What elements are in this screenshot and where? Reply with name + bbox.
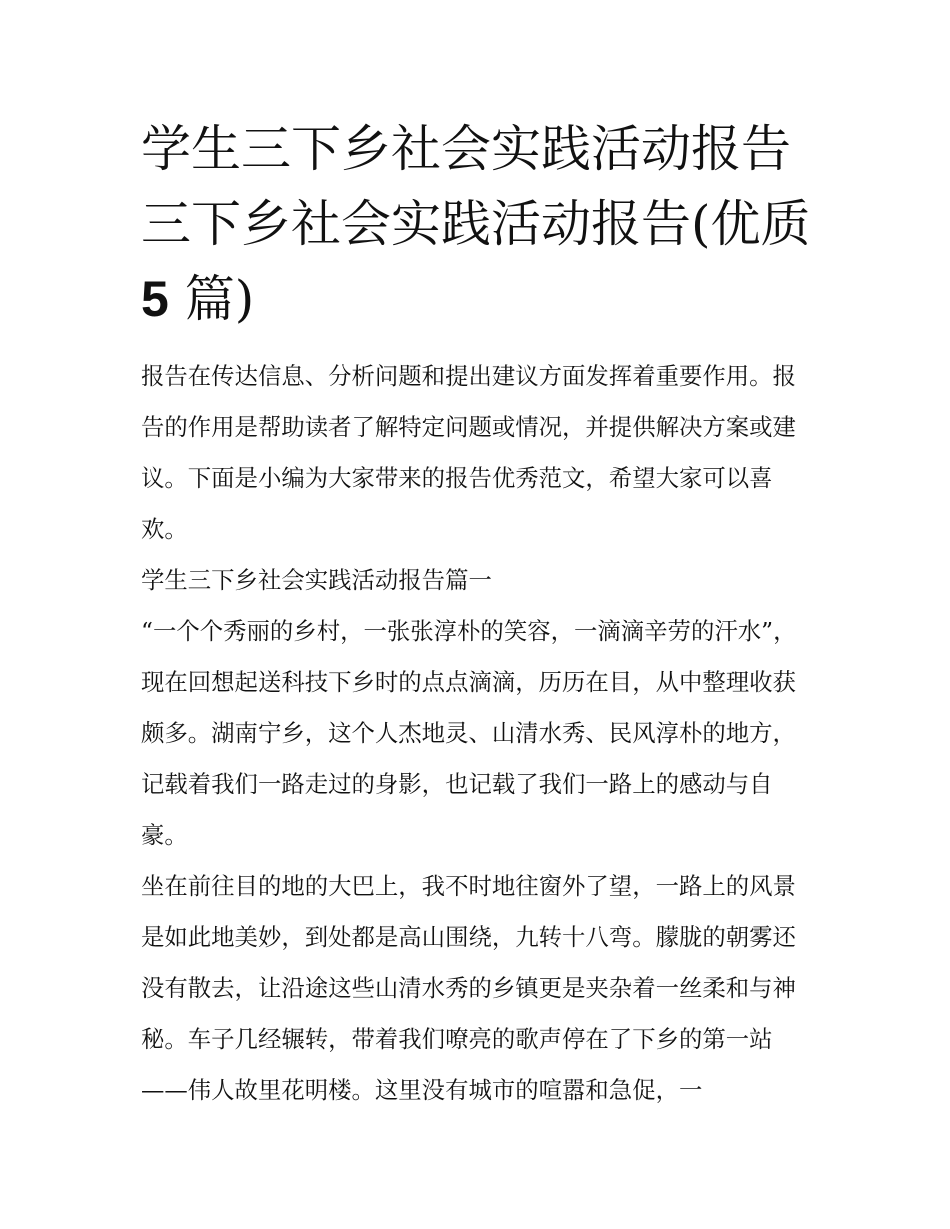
intro-paragraph: 报告在传达信息、分析问题和提出建议方面发挥着重要作用。报告的作用是帮助读者了解特定问题或情况，并提供解决方案或建议。下面是小编为大家带来的报告优秀范文，希望大家可以喜欢。: [141, 362, 796, 543]
document-title: [141, 112, 813, 337]
body-paragraph: 坐在前往目的地的大巴上，我不时地往窗外了望，一路上的风景是如此地美妙，到处都是高山围绕，九转十八弯。朦胧的朝雾还没有散去，让沿途这些山清水秀的乡镇更是夹杂着一丝柔和与神秘。车子几经辗转，带着我们嘹亮的歌声停在了下乡的第一站——伟人故里花明楼。这里没有城市的喧嚣和急促，一: [141, 872, 796, 1104]
title-line-3: 篇): [168, 270, 255, 328]
section-heading: 学生三下乡社会实践活动报告篇一: [141, 566, 492, 594]
body-paragraph: “一个个秀丽的乡村，一张张淳朴的笑容，一滴滴辛劳的汗水”，现在回想起送科技下乡时的点点滴滴，历历在目，从中整理收获颇多。湖南宁乡，这个人杰地灵、山清水秀、民风淳朴的地方，记载着我们一路走过的身影，也记载了我们一路上的感动与自豪。: [141, 617, 797, 849]
title-line-1: 学生三下乡社会实践活动报告: [141, 120, 791, 178]
title-count: 5: [141, 271, 169, 327]
document-body: [141, 351, 813, 1116]
title-line-2: 三下乡社会实践活动报告(优质: [141, 195, 811, 253]
document-content: [141, 112, 813, 1116]
